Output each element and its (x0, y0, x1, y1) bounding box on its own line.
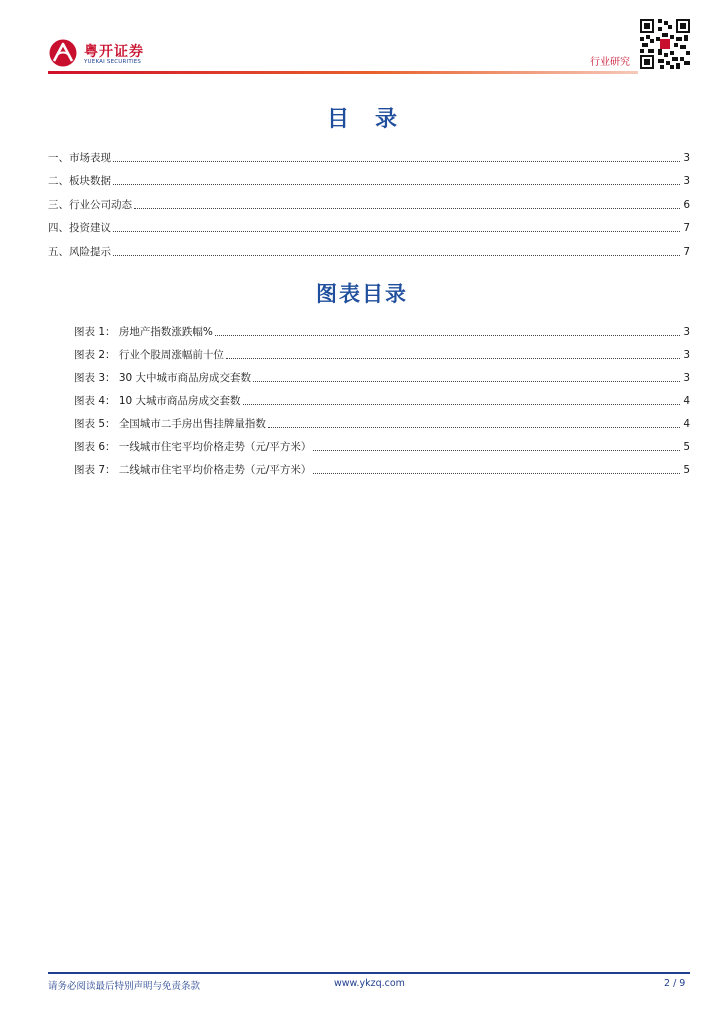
dot-leader (313, 450, 680, 451)
toc-entry-label: 三、行业公司动态 (48, 198, 132, 211)
company-logo (48, 38, 158, 70)
toc-entry-page: 7 (683, 222, 690, 234)
dot-leader (113, 161, 680, 162)
dot-leader (134, 208, 680, 209)
toc-entry-page: 6 (683, 198, 690, 211)
toc-entry-page: 7 (683, 245, 690, 258)
toc-entry[interactable] (48, 165, 690, 189)
figure-entry-page: 3 (683, 372, 690, 384)
dot-leader (113, 184, 680, 185)
figure-entry-label: 图表 6： 一线城市住宅平均价格走势（元/平方米） (74, 441, 312, 453)
toc-entry[interactable] (48, 235, 690, 259)
figure-entry-label: 图表 5： 全国城市二手房出售挂牌量指数 (74, 418, 266, 430)
figure-entry[interactable] (48, 339, 690, 362)
figure-entry[interactable] (48, 431, 690, 454)
toc-entry-label: 二、板块数据 (48, 175, 111, 187)
figure-entry-page: 5 (683, 441, 690, 453)
figure-entry-page: 3 (683, 326, 690, 338)
page-header (0, 0, 724, 80)
figure-entry[interactable] (48, 408, 690, 431)
figure-entry-page: 4 (683, 395, 690, 407)
toc-entry[interactable] (48, 141, 690, 165)
figures-table-of-contents (48, 316, 690, 477)
figure-entry[interactable] (48, 316, 690, 339)
toc-entry[interactable] (48, 188, 690, 212)
dot-leader (313, 473, 680, 474)
dot-leader (253, 381, 680, 382)
dot-leader (215, 335, 680, 336)
figure-entry-label: 图表 4： 10 大城市商品房成交套数 (74, 395, 241, 407)
logo-chinese-name: 粤开证券 (84, 44, 144, 60)
figure-entry[interactable] (48, 385, 690, 408)
footer-website-link[interactable]: www.ykzq.com (334, 978, 405, 989)
toc-entry-label: 四、投资建议 (48, 222, 111, 234)
toc-entry[interactable] (48, 212, 690, 236)
report-type-label: 行业研究 (590, 57, 630, 68)
logo-emblem-icon (48, 38, 78, 68)
figure-entry-label: 图表 3： 30 大中城市商品房成交套数 (74, 372, 252, 384)
dot-leader (113, 231, 680, 232)
toc-entry-label: 五、风险提示 (48, 245, 111, 258)
toc-entry-label: 一、市场表现 (48, 151, 111, 164)
figure-entry-label: 图表 1： 房地产指数涨跌幅% (74, 326, 213, 338)
figure-entry-label: 图表 7： 二线城市住宅平均价格走势（元/平方米） (74, 464, 312, 476)
dot-leader (113, 255, 680, 256)
toc-entry-page: 3 (683, 151, 690, 164)
footer-disclaimer: 请务必阅读最后特别声明与免责条款 (48, 981, 201, 992)
figure-entry[interactable] (48, 362, 690, 385)
figure-entry-page: 5 (683, 464, 690, 476)
logo-english-name: YUEKAI SECURITIES (84, 59, 142, 65)
figure-entry-label: 图表 2： 行业个股周涨幅前十位 (74, 349, 224, 361)
figure-entry-page: 4 (683, 418, 690, 430)
footer-divider (48, 972, 690, 974)
figures-toc-title: 图表目录 (316, 282, 408, 306)
dot-leader (268, 427, 680, 428)
footer-page-number: 2 / 9 (664, 978, 686, 989)
toc-entry-page: 3 (683, 175, 690, 187)
dot-leader (243, 404, 680, 405)
figure-entry-page: 3 (683, 349, 690, 361)
toc-title: 目录 (326, 107, 423, 132)
figure-entry[interactable] (48, 454, 690, 477)
header-divider (48, 71, 638, 74)
table-of-contents (48, 141, 690, 259)
dot-leader (226, 358, 680, 359)
qr-code-icon (640, 19, 690, 69)
